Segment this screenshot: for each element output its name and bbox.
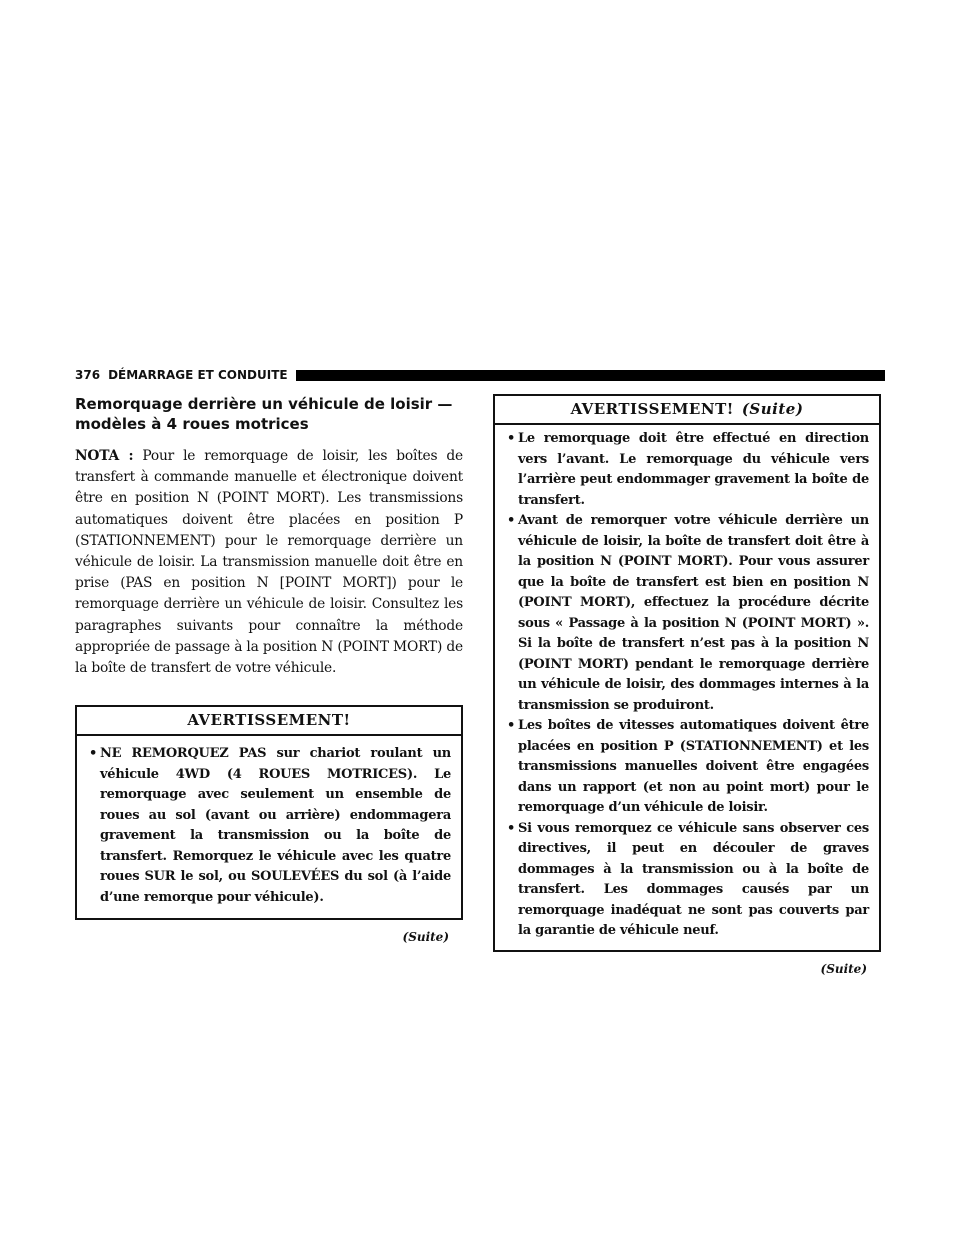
bullet-icon: • bbox=[89, 746, 98, 762]
warning-item-text: NE REMORQUEZ PAS sur chariot roulant un véhicule 4WD (4 ROUES MOTRICES). Le remorquage avec seulement un ensemble de roues au sol (avant ou arrière) endommagera gravement la transmission ou la boîte de transfert. Remorquez le véhicule avec les quatre roues SUR le sol, ou SOULEVÉES du sol (à l’aide d’une remorque pour véhicule). bbox=[100, 746, 451, 905]
section-heading-line-1: Remorquage derrière un véhicule de loisir — bbox=[75, 395, 453, 413]
bullet-icon: • bbox=[507, 820, 516, 836]
warning-title: AVERTISSEMENT! bbox=[77, 707, 461, 736]
section-heading bbox=[75, 394, 463, 434]
section-heading-line-2: modèles à 4 roues motrices bbox=[75, 415, 309, 433]
page-header bbox=[75, 366, 885, 384]
warning-box bbox=[75, 705, 463, 920]
warning-body bbox=[77, 736, 461, 918]
warning-item-text: Si vous remorquez ce véhicule sans observer ces directives, il peut en découler de graves dommages à la transmission ou à la boîte de transfert. Les dommages causés par un remorquage inadéquat ne sont pas couverts par la garantie de véhicule neuf. bbox=[518, 820, 869, 938]
warning-item-text: Les boîtes de vitesses automatiques doivent être placées en position P (STATIONNEMENT) et les transmissions manuelles doivent être engagées dans un rapport (et non au point mort) pour le remorquage d’un véhicule de loisir. bbox=[518, 718, 869, 815]
warning-item bbox=[507, 716, 869, 819]
warning-title-continued bbox=[495, 396, 879, 425]
continued-label: (Suite) bbox=[402, 930, 449, 945]
warning-title-text: AVERTISSEMENT! bbox=[570, 400, 734, 418]
warning-subtitle: (Suite) bbox=[741, 400, 804, 418]
page-number: 376 bbox=[75, 368, 101, 382]
left-column bbox=[75, 394, 463, 944]
bullet-icon: • bbox=[507, 431, 516, 446]
right-column bbox=[493, 394, 881, 976]
warning-box-continued bbox=[493, 394, 881, 952]
warning-item-text: Avant de remorquer votre véhicule derrière un véhicule de loisir, la boîte de transfert doit être à la position N (POINT MORT). Pour vous assurer que la boîte de transfert est bien en position N (POINT MORT), effectuez la procédure décrite sous « Passage à la position N (POINT MORT) ». Si la boîte de transfert n’est pas à la position N (POINT MORT) pendant le remorquage derrière un véhicule de loisir, des dommages internes à la transmission se produiront. bbox=[518, 513, 869, 713]
warning-item bbox=[507, 819, 869, 942]
note-label: NOTA : bbox=[75, 448, 134, 464]
continued-label: (Suite) bbox=[820, 961, 867, 976]
header-rule bbox=[296, 370, 885, 381]
warning-item-text: Le remorquage doit être effectué en direction vers l’avant. Le remorquage du véhicule vers l’arrière peut endommager gravement la boîte de transfert. bbox=[518, 431, 869, 508]
warning-item bbox=[507, 511, 869, 716]
note-paragraph bbox=[75, 446, 463, 679]
note-text: Pour le remorquage de loisir, les boîtes de transfert à commande manuelle et électronique doivent être en position N (POINT MORT). Les transmissions automatiques doivent être placées en position P (STATIONNEMENT) pour le remorquage derrière un véhicule de loisir. La transmission manuelle doit être en prise (PAS en position N [POINT MORT]) pour le remorquage derrière un véhicule de loisir. Consultez les paragraphes suivants pour connaître la méthode appropriée de passage à la position N (POINT MORT) de la boîte de transfert de votre véhicule. bbox=[75, 448, 463, 677]
warning-item bbox=[89, 744, 451, 908]
section-title: DÉMARRAGE ET CONDUITE bbox=[108, 368, 288, 382]
bullet-icon: • bbox=[507, 513, 516, 528]
warning-item bbox=[507, 429, 869, 511]
bullet-icon: • bbox=[507, 718, 516, 733]
warning-body bbox=[495, 425, 879, 950]
